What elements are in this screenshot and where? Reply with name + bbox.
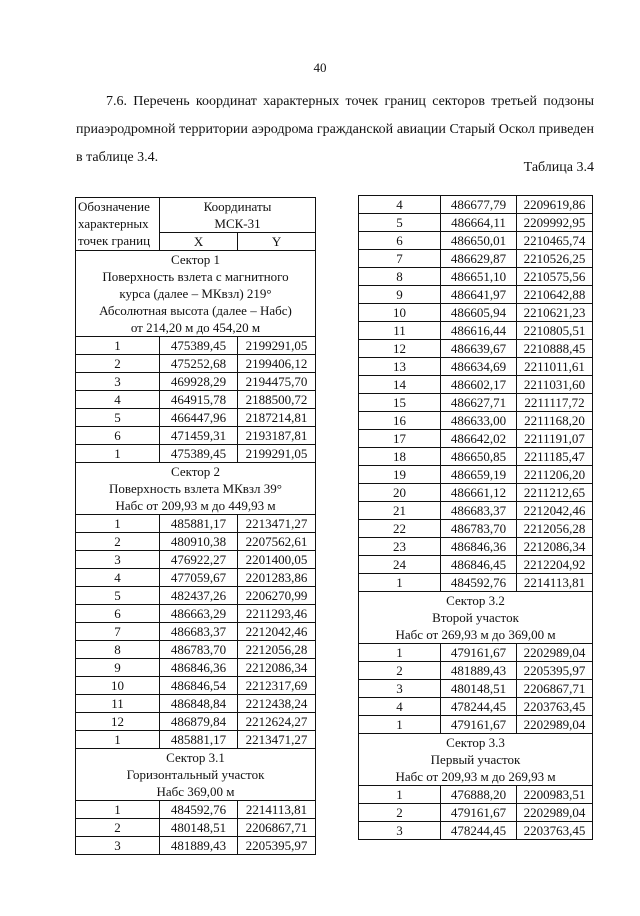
table-row [359,502,593,520]
point-number-cell: 11 [359,322,441,340]
point-number-cell: 3 [76,837,160,855]
point-number-cell: 19 [359,466,441,484]
table-row [76,587,316,605]
y-coordinate-cell: 2211168,20 [517,412,593,430]
y-coordinate-cell: 2194475,70 [238,373,316,391]
table-row [76,837,316,855]
sector-title-line: от 214,20 м до 454,20 м [130,320,261,335]
y-coordinate-cell: 2210888,45 [517,340,593,358]
y-coordinate-cell: 2210642,88 [517,286,593,304]
point-number-cell: 1 [76,515,160,533]
point-number-cell: 3 [76,551,160,569]
point-label-line: Обозначение [78,199,150,214]
y-coordinate-cell: 2200983,51 [517,786,593,804]
y-coordinate-cell: 2199291,05 [238,445,316,463]
point-number-cell: 8 [76,641,160,659]
x-coordinate-cell: 486683,37 [441,502,517,520]
table-row [359,484,593,502]
x-coordinate-cell: 480148,51 [160,819,238,837]
y-coordinate-cell: 2202989,04 [517,644,593,662]
table-row [76,731,316,749]
table-row [359,430,593,448]
y-coordinate-cell: 2212056,28 [517,520,593,538]
point-label-line: характерных [78,216,149,231]
point-number-cell: 6 [76,605,160,623]
table-row [76,801,316,819]
sector-title-line: Горизонтальный участок [126,767,265,782]
y-coordinate-cell: 2213471,27 [238,731,316,749]
table-row [76,515,316,533]
point-number-cell: 8 [359,268,441,286]
x-coordinate-cell: 482437,26 [160,587,238,605]
point-number-cell: 12 [76,713,160,731]
x-coordinate-cell: 481889,43 [160,837,238,855]
point-number-cell: 11 [76,695,160,713]
point-number-cell: 23 [359,538,441,556]
point-number-cell: 6 [359,232,441,250]
point-number-cell: 3 [359,822,441,840]
table-row [359,412,593,430]
sector-title [359,592,593,644]
table-row [76,623,316,641]
y-coordinate-cell: 2212624,27 [238,713,316,731]
y-coordinate-cell: 2210575,56 [517,268,593,286]
table-row [359,286,593,304]
x-coordinate-cell: 486846,45 [441,556,517,574]
x-coordinate-cell: 485881,17 [160,515,238,533]
y-coordinate-cell: 2212086,34 [238,659,316,677]
point-number-cell: 21 [359,502,441,520]
point-number-cell: 18 [359,448,441,466]
y-coordinate-cell: 2212042,46 [238,623,316,641]
coords-label-line: МСК-31 [214,216,261,231]
coordinates-table-left [75,197,316,855]
table-row [359,358,593,376]
x-coordinate-cell: 486629,87 [441,250,517,268]
x-coordinate-cell: 486605,94 [441,304,517,322]
point-number-cell: 13 [359,358,441,376]
x-coordinate-cell: 486659,19 [441,466,517,484]
point-number-cell: 9 [76,659,160,677]
point-number-cell: 24 [359,556,441,574]
y-coordinate-cell: 2205395,97 [238,837,316,855]
y-coordinate-cell: 2212042,46 [517,502,593,520]
point-number-cell: 2 [76,819,160,837]
x-coordinate-cell: 484592,76 [160,801,238,819]
table-row [359,250,593,268]
point-number-cell: 4 [359,196,441,214]
point-number-cell: 1 [76,731,160,749]
x-coordinate-cell: 484592,76 [441,574,517,592]
x-coordinate-cell: 464915,78 [160,391,238,409]
table-row [76,819,316,837]
table-row [76,659,316,677]
table-row [359,466,593,484]
x-coordinate-cell: 486848,84 [160,695,238,713]
point-number-cell: 2 [359,804,441,822]
point-number-cell: 4 [76,569,160,587]
x-coordinate-cell: 475389,45 [160,337,238,355]
point-number-cell: 14 [359,376,441,394]
table-row [359,556,593,574]
table-row [359,214,593,232]
sector-title [359,734,593,786]
table-row [76,533,316,551]
x-coordinate-cell: 486627,71 [441,394,517,412]
point-number-cell: 20 [359,484,441,502]
coords-header [160,198,316,233]
x-coordinate-cell: 485881,17 [160,731,238,749]
table-row [359,268,593,286]
y-coordinate-cell: 2211206,20 [517,466,593,484]
x-coordinate-cell: 486783,70 [160,641,238,659]
point-label-header [76,198,160,251]
x-coordinate-cell: 469928,29 [160,373,238,391]
y-coordinate-cell: 2213471,27 [238,515,316,533]
point-number-cell: 3 [359,680,441,698]
sector-header-row [359,592,593,644]
y-coordinate-cell: 2210621,23 [517,304,593,322]
x-coordinate-cell: 486642,02 [441,430,517,448]
x-coordinate-cell: 476922,27 [160,551,238,569]
y-coordinate-cell: 2212056,28 [238,641,316,659]
y-coordinate-cell: 2212317,69 [238,677,316,695]
x-coordinate-cell: 479161,67 [441,716,517,734]
x-coordinate-cell: 477059,67 [160,569,238,587]
point-number-cell: 7 [76,623,160,641]
y-coordinate-cell: 2210465,74 [517,232,593,250]
sector-title [76,463,316,515]
sector-title-line: Сектор 1 [170,252,220,267]
table-row [359,520,593,538]
y-coordinate-cell: 2212204,92 [517,556,593,574]
coords-label-line: Координаты [203,199,272,214]
x-coordinate-cell: 475389,45 [160,445,238,463]
y-coordinate-cell: 2214113,81 [517,574,593,592]
x-coordinate-cell: 486783,70 [441,520,517,538]
table-row [76,445,316,463]
table-row [359,196,593,214]
point-label-line: точек границ [78,233,151,248]
x-coordinate-cell: 486602,17 [441,376,517,394]
x-coordinate-cell: 476888,20 [441,786,517,804]
x-coordinate-cell: 486639,67 [441,340,517,358]
y-coordinate-cell: 2206867,71 [517,680,593,698]
point-number-cell: 17 [359,430,441,448]
y-coordinate-cell: 2212086,34 [517,538,593,556]
x-coordinate-cell: 480910,38 [160,533,238,551]
x-coordinate-cell: 486846,54 [160,677,238,695]
table-row [359,322,593,340]
table-row [359,232,593,250]
point-number-cell: 6 [76,427,160,445]
table-row [76,677,316,695]
y-coordinate-cell: 2211031,60 [517,376,593,394]
y-coordinate-cell: 2211185,47 [517,448,593,466]
y-coordinate-cell: 2206270,99 [238,587,316,605]
y-coordinate-cell: 2209619,86 [517,196,593,214]
x-coordinate-cell: 486664,11 [441,214,517,232]
table-row [359,716,593,734]
table-row [76,427,316,445]
sector-title-line: Сектор 3.2 [446,593,505,608]
coordinates-table-right [358,195,593,840]
table-row [76,373,316,391]
table-row [76,605,316,623]
y-coordinate-cell: 2211117,72 [517,394,593,412]
y-coordinate-cell: 2211293,46 [238,605,316,623]
y-coordinate-cell: 2207562,61 [238,533,316,551]
y-coordinate-cell: 2210526,25 [517,250,593,268]
point-number-cell: 7 [359,250,441,268]
point-number-cell: 16 [359,412,441,430]
sector-title-line: Сектор 3.1 [166,750,225,765]
page-number: 40 [313,60,327,75]
y-coordinate-cell: 2199291,05 [238,337,316,355]
x-coordinate-cell: 486650,01 [441,232,517,250]
y-coordinate-cell: 2187214,81 [238,409,316,427]
x-coordinate-cell: 466447,96 [160,409,238,427]
sector-title-line: Набс от 269,93 м до 369,00 м [395,627,556,642]
table-row [76,551,316,569]
y-coordinate-cell: 2202989,04 [517,804,593,822]
sector-header-row [76,251,316,337]
x-coordinate-cell: 486879,84 [160,713,238,731]
table-row [359,376,593,394]
x-coordinate-cell: 481889,43 [441,662,517,680]
x-coordinate-cell: 486846,36 [441,538,517,556]
sector-title-line: Второй участок [432,610,519,625]
table-row [359,662,593,680]
table-row [76,569,316,587]
x-coordinate-cell: 486663,29 [160,605,238,623]
y-coordinate-cell: 2212438,24 [238,695,316,713]
point-number-cell: 1 [76,445,160,463]
sector-header-row [76,463,316,515]
point-number-cell: 1 [359,786,441,804]
y-coordinate-cell: 2193187,81 [238,427,316,445]
sector-title-line: Набс от 209,93 м до 269,93 м [395,769,556,784]
y-coordinate-cell: 2201283,86 [238,569,316,587]
point-number-cell: 1 [359,574,441,592]
y-header: Y [238,233,316,251]
y-coordinate-cell: 2210805,51 [517,322,593,340]
y-coordinate-cell: 2211212,65 [517,484,593,502]
sector-title-line: Сектор 3.3 [446,735,505,750]
y-coordinate-cell: 2211191,07 [517,430,593,448]
y-coordinate-cell: 2206867,71 [238,819,316,837]
y-coordinate-cell: 2203763,45 [517,698,593,716]
sector-header-row [359,734,593,786]
point-number-cell: 1 [359,716,441,734]
point-number-cell: 5 [359,214,441,232]
x-coordinate-cell: 486634,69 [441,358,517,376]
y-coordinate-cell: 2201400,05 [238,551,316,569]
sector-title [76,749,316,801]
y-coordinate-cell: 2209992,95 [517,214,593,232]
sector-title-line: Первый участок [430,752,521,767]
y-coordinate-cell: 2203763,45 [517,822,593,840]
point-number-cell: 4 [76,391,160,409]
x-coordinate-cell: 486677,79 [441,196,517,214]
point-number-cell: 10 [359,304,441,322]
y-coordinate-cell: 2214113,81 [238,801,316,819]
y-coordinate-cell: 2199406,12 [238,355,316,373]
point-number-cell: 5 [76,409,160,427]
table-row [359,304,593,322]
table-row [359,822,593,840]
table-row [359,804,593,822]
x-coordinate-cell: 486633,00 [441,412,517,430]
sector-title [76,251,316,337]
y-coordinate-cell: 2205395,97 [517,662,593,680]
point-number-cell: 12 [359,340,441,358]
sector-title-line: Поверхность взлета МКвзл 39° [109,481,282,496]
point-number-cell: 1 [359,644,441,662]
point-number-cell: 15 [359,394,441,412]
table-row [359,698,593,716]
table-row [76,391,316,409]
point-number-cell: 1 [76,801,160,819]
sector-title-line: Набс 369,00 м [156,784,235,799]
sector-title-line: Поверхность взлета с магнитного [102,269,289,284]
table-caption: Таблица 3.4 [523,160,594,175]
table-row [359,394,593,412]
table-row [359,574,593,592]
table-row [359,538,593,556]
sector-title-line: Абсолютная высота (далее – Набс) [99,303,292,318]
point-number-cell: 22 [359,520,441,538]
table-row [359,644,593,662]
point-number-cell: 5 [76,587,160,605]
x-header: X [160,233,238,251]
table-row [76,409,316,427]
table-row [76,337,316,355]
x-coordinate-cell: 475252,68 [160,355,238,373]
x-coordinate-cell: 480148,51 [441,680,517,698]
sector-header-row [76,749,316,801]
x-coordinate-cell: 486651,10 [441,268,517,286]
point-number-cell: 2 [359,662,441,680]
x-coordinate-cell: 486616,44 [441,322,517,340]
table-row [76,713,316,731]
sector-title-line: Сектор 2 [170,464,220,479]
point-number-cell: 9 [359,286,441,304]
x-coordinate-cell: 486846,36 [160,659,238,677]
point-number-cell: 10 [76,677,160,695]
point-number-cell: 2 [76,355,160,373]
sector-title-line: курса (далее – МКвзл) 219° [119,286,272,301]
x-coordinate-cell: 486661,12 [441,484,517,502]
point-number-cell: 1 [76,337,160,355]
x-coordinate-cell: 478244,45 [441,822,517,840]
point-number-cell: 4 [359,698,441,716]
table-row [359,340,593,358]
x-coordinate-cell: 486683,37 [160,623,238,641]
x-coordinate-cell: 486650,85 [441,448,517,466]
x-coordinate-cell: 479161,67 [441,644,517,662]
y-coordinate-cell: 2188500,72 [238,391,316,409]
table-row [359,448,593,466]
table-row [76,641,316,659]
x-coordinate-cell: 471459,31 [160,427,238,445]
table-row [76,355,316,373]
point-number-cell: 3 [76,373,160,391]
sector-title-line: Набс от 209,93 м до 449,93 м [115,498,276,513]
intro-text: 7.6. Перечень координат характерных точек границ секторов третьей подзоны приаэродромной территории аэродрома гражданской авиации Старый Оскол приведен в таблице 3.4. [76,94,594,165]
y-coordinate-cell: 2211011,61 [517,358,593,376]
x-coordinate-cell: 479161,67 [441,804,517,822]
y-coordinate-cell: 2202989,04 [517,716,593,734]
x-coordinate-cell: 486641,97 [441,286,517,304]
x-coordinate-cell: 478244,45 [441,698,517,716]
point-number-cell: 2 [76,533,160,551]
table-row [359,680,593,698]
table-row [359,786,593,804]
table-row [76,695,316,713]
